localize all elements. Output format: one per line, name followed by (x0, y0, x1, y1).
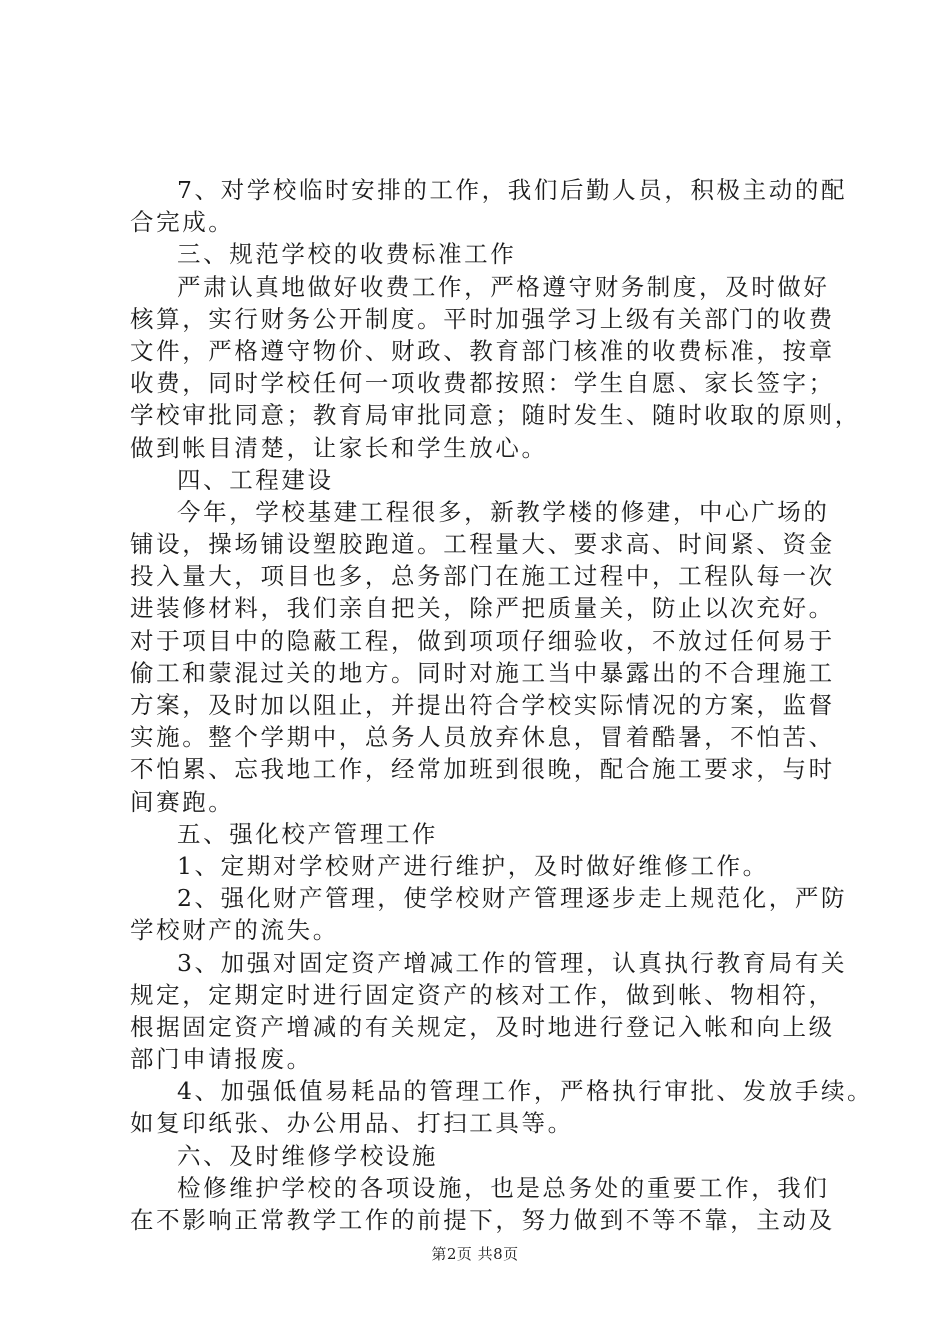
text-line: 进装修材料，我们亲自把关，除严把质量关，防止以次充好。 (130, 594, 835, 623)
text-line: 做到帐目清楚，让家长和学生放心。 (130, 433, 548, 462)
text-line: 实施。整个学期中，总务人员放弃休息，冒着酷暑，不怕苦、 (130, 723, 835, 752)
text-line: 根据固定资产增减的有关规定，及时地进行登记入帐和向上级 (130, 1012, 835, 1041)
text-line: 对于项目中的隐蔽工程，做到项项仔细验收，不放过任何易于 (130, 626, 835, 655)
page-footer: 第2页 共8页 (431, 1245, 519, 1263)
text-line: 核算，实行财务公开制度。平时加强学习上级有关部门的收费 (130, 304, 835, 333)
text-line: 检修维护学校的各项设施，也是总务处的重要工作，我们 (177, 1173, 830, 1202)
text-line: 五、强化校产管理工作 (177, 819, 438, 848)
text-line: 四、工程建设 (177, 465, 334, 494)
text-line: 三、规范学校的收费标准工作 (177, 240, 517, 269)
text-line: 7、对学校临时安排的工作，我们后勤人员，积极主动的配 (177, 176, 848, 204)
text-line: 部门申请报废。 (130, 1045, 313, 1074)
text-line: 铺设，操场铺设塑胶跑道。工程量大、要求高、时间紧、资金 (130, 530, 835, 559)
text-line: 学校审批同意；教育局审批同意；随时发生、随时收取的原则， (130, 401, 861, 430)
text-line: 1、定期对学校财产进行维护，及时做好维修工作。 (177, 851, 769, 880)
text-line: 严肃认真地做好收费工作，严格遵守财务制度，及时做好 (177, 272, 830, 301)
text-line: 不怕累、忘我地工作，经常加班到很晚，配合施工要求，与时 (130, 755, 835, 784)
text-line: 合完成。 (130, 208, 235, 237)
text-line: 在不影响正常教学工作的前提下，努力做到不等不靠，主动及 (130, 1206, 835, 1234)
text-line: 今年，学校基建工程很多，新教学楼的修建，中心广场的 (177, 497, 830, 526)
text-line: 规定，定期定时进行固定资产的核对工作，做到帐、物相符， (130, 980, 835, 1009)
text-line: 3、加强对固定资产增减工作的管理，认真执行教育局有关 (177, 948, 848, 977)
text-line: 方案，及时加以阻止，并提出符合学校实际情况的方案，监督 (130, 691, 835, 719)
text-line: 投入量大，项目也多，总务部门在施工过程中，工程队每一次 (130, 562, 835, 591)
text-line: 六、及时维修学校设施 (177, 1141, 438, 1170)
text-line: 如复印纸张、办公用品、打扫工具等。 (130, 1109, 574, 1138)
text-line: 2、强化财产管理，使学校财产管理逐步走上规范化，严防 (177, 884, 848, 913)
text-line: 学校财产的流失。 (130, 916, 339, 945)
text-line: 收费，同时学校任何一项收费都按照：学生自愿、家长签字； (130, 369, 835, 398)
text-line: 偷工和蒙混过关的地方。同时对施工当中暴露出的不合理施工 (130, 658, 835, 687)
text-line: 文件，严格遵守物价、财政、教育部门核准的收费标准，按章 (130, 336, 835, 365)
text-line: 4、加强低值易耗品的管理工作，严格执行审批、发放手续。 (177, 1077, 874, 1106)
document-body (130, 174, 874, 1236)
text-line: 间赛跑。 (130, 787, 235, 816)
